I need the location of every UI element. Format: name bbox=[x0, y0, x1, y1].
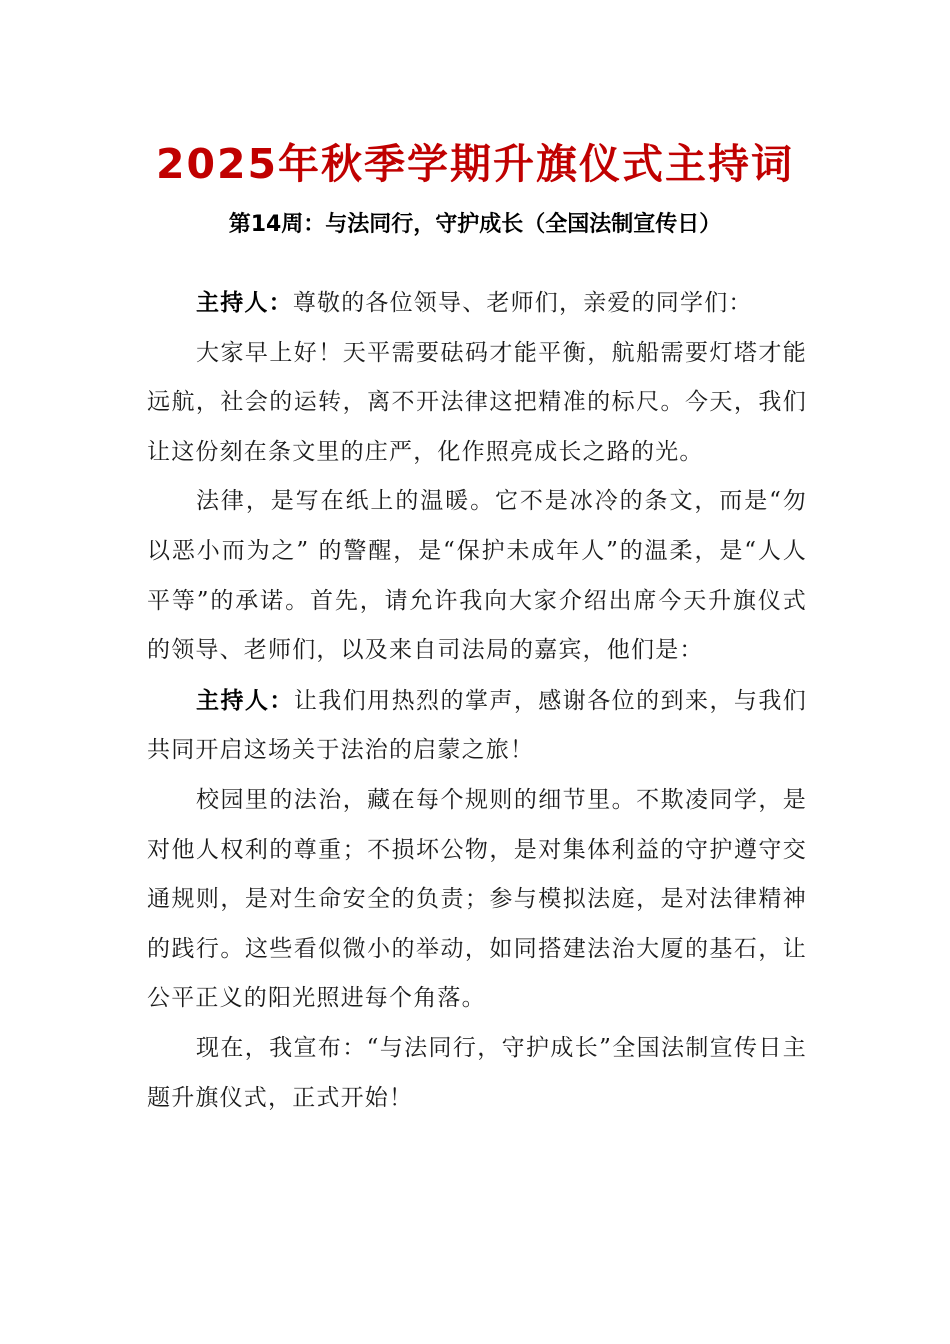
paragraph-applause bbox=[147, 676, 807, 776]
paragraph-greeting bbox=[147, 278, 807, 329]
document-body bbox=[147, 278, 807, 1123]
paragraph-text: 尊敬的各位领导、老师们，亲爱的同学们： bbox=[292, 290, 753, 316]
paragraph-campus-law bbox=[147, 776, 807, 1024]
paragraph-text: 现在，我宣布：“与法同行，守护成长”全国法制宣传日主题升旗仪式，正式开始！ bbox=[147, 1034, 807, 1111]
paragraph-text: 让我们用热烈的掌声，感谢各位的到来，与我们共同开启这场关于法治的启蒙之旅！ bbox=[147, 687, 807, 764]
paragraph-announcement bbox=[147, 1024, 807, 1123]
paragraph-opening bbox=[147, 329, 807, 478]
document-subtitle: 第14周：与法同行，守护成长（全国法制宣传日） bbox=[228, 212, 722, 237]
paragraph-law-warmth bbox=[147, 477, 807, 675]
paragraph-text: 法律，是写在纸上的温暖。它不是冰冷的条文，而是“勿以恶小而为之” 的警醒，是“保护未成年人”的温柔，是“人人平等”的承诺。首先，请允许我向大家介绍出席今天升旗仪式的领导、老师们，以及来自司法局的嘉宾，他们是： bbox=[147, 488, 807, 664]
paragraph-text: 大家早上好！天平需要砝码才能平衡，航船需要灯塔才能远航，社会的运转，离不开法律这把精准的标尺。今天，我们让这份刻在条文里的庄严，化作照亮成长之路的光。 bbox=[147, 339, 807, 465]
document-title: 2025年秋季学期升旗仪式主持词 bbox=[155, 140, 795, 188]
paragraph-text: 校园里的法治，藏在每个规则的细节里。不欺凌同学，是对他人权利的尊重；不损坏公物，是对集体利益的守护遵守交通规则，是对生命安全的负责；参与模拟法庭，是对法律精神的践行。这些看似微小的举动，如同搭建法治大厦的基石，让公平正义的阳光照进每个角落。 bbox=[147, 786, 807, 1012]
speaker-label: 主持人： bbox=[196, 289, 293, 316]
speaker-label: 主持人： bbox=[196, 686, 294, 714]
